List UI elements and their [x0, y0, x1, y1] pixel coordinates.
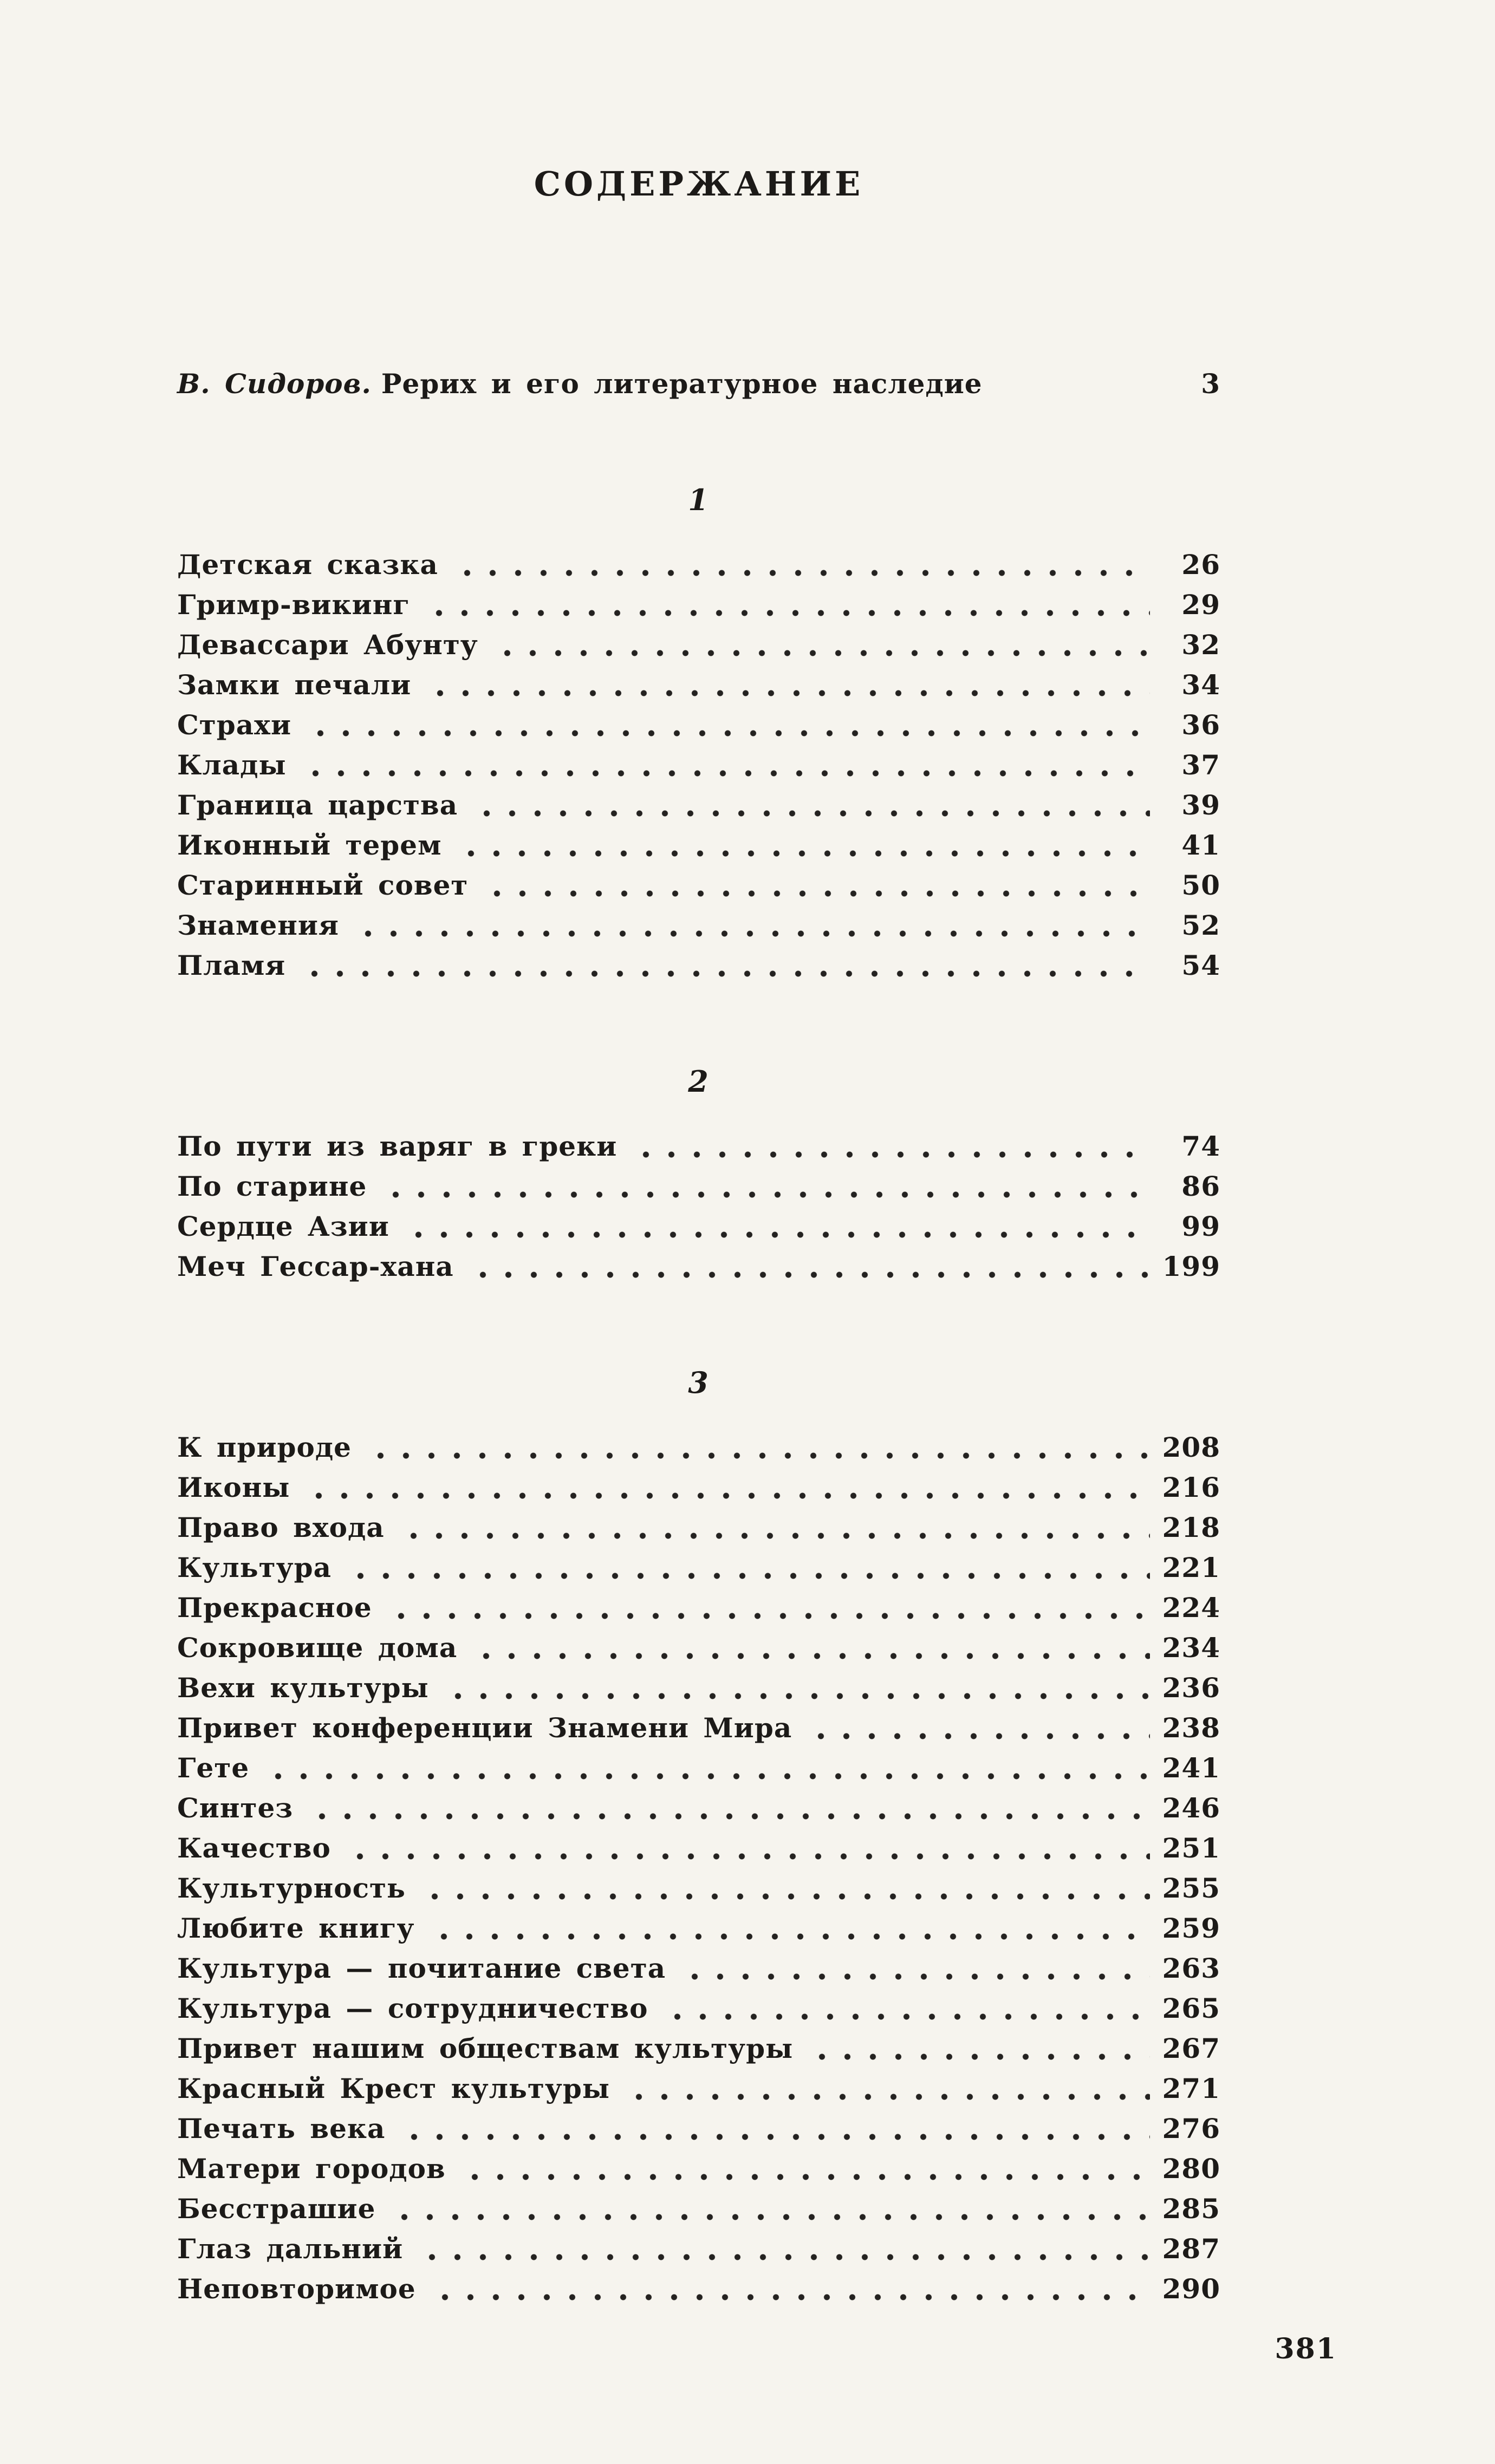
entry-page-number: 263	[1162, 1952, 1220, 1984]
entry-title: По пути из варяг в греки	[177, 1130, 618, 1162]
leader-dots	[431, 1908, 1150, 1948]
entry-title: Неповторимое	[177, 2273, 416, 2305]
leader-dots	[462, 2149, 1150, 2189]
entry-title: Глаз дальний	[177, 2233, 404, 2265]
leader-dots	[406, 1207, 1150, 1247]
entry-page-number: 26	[1181, 549, 1220, 581]
leader-dots	[401, 2109, 1150, 2149]
leader-dots	[388, 1588, 1150, 1628]
toc-entry	[177, 1948, 1220, 1989]
entry-page-number: 54	[1181, 949, 1220, 981]
toc-entry	[177, 2109, 1220, 2149]
leader-dots	[484, 865, 1150, 905]
toc-entry	[177, 705, 1220, 745]
entry-title: Страхи	[177, 709, 292, 741]
leader-dots	[348, 1548, 1150, 1588]
toc-entry	[177, 1788, 1220, 1828]
page-number: 381	[1275, 2332, 1337, 2365]
entry-page-number: 234	[1162, 1632, 1220, 1664]
entry-page-number: 276	[1162, 2113, 1220, 2144]
entry-page-number: 238	[1162, 1712, 1220, 1744]
entry-title: Сердце Азии	[177, 1210, 389, 1242]
entry-page-number: 221	[1162, 1552, 1220, 1583]
entry-page-number: 224	[1162, 1592, 1220, 1624]
entry-page-number: 287	[1162, 2233, 1220, 2265]
toc-entry	[177, 825, 1220, 865]
entry-page-number: 50	[1181, 869, 1220, 901]
entry-title: Девассари Абунту	[177, 629, 478, 661]
entry-page-number: 255	[1162, 1872, 1220, 1904]
entry-title: Культура — почитание света	[177, 1952, 666, 1984]
toc-entry	[177, 1247, 1220, 1287]
entry-page-number: 199	[1162, 1250, 1220, 1282]
entry-title: Любите книгу	[177, 1912, 415, 1944]
leader-dots	[427, 665, 1150, 705]
entry-title: Привет нашим обществам культуры	[177, 2032, 794, 2064]
leader-dots	[347, 1828, 1150, 1868]
leader-dots	[495, 625, 1150, 665]
entry-title: Сокровище дома	[177, 1632, 458, 1664]
intro-title: Рерих и его литературное наследие	[381, 368, 983, 400]
section-number: 3	[688, 1365, 710, 1400]
toc-entry	[177, 2269, 1220, 2309]
entry-page-number: 251	[1162, 1832, 1220, 1864]
leader-dots	[454, 545, 1150, 585]
entry-title: Замки печали	[177, 669, 412, 701]
toc-entry	[177, 665, 1220, 705]
leader-dots	[392, 2189, 1150, 2229]
leader-dots	[682, 1948, 1150, 1989]
entry-page-number: 34	[1181, 669, 1220, 701]
entry-page-number: 265	[1162, 1992, 1220, 2024]
entry-title: Гримр-викинг	[177, 589, 410, 621]
toc-entry	[177, 946, 1220, 986]
entry-title: Привет конференции Знамени Мира	[177, 1712, 792, 1744]
entry-title: По старине	[177, 1170, 367, 1202]
leader-dots	[808, 1708, 1150, 1748]
entry-title: Матери городов	[177, 2153, 446, 2185]
entry-title: Иконы	[177, 1471, 290, 1503]
entry-page-number: 99	[1181, 1210, 1220, 1242]
toc-sections	[177, 480, 1220, 2309]
entry-title: Культура — сотрудничество	[177, 1992, 648, 2024]
entry-title: Меч Гессар-хана	[177, 1250, 454, 1282]
toc-entry	[177, 2149, 1220, 2189]
section-number: 2	[688, 1064, 710, 1099]
entry-title: Иконный терем	[177, 829, 442, 861]
entry-title: Право входа	[177, 1511, 385, 1543]
entry-title: Пламя	[177, 949, 286, 981]
toc-entry	[177, 1126, 1220, 1166]
leader-dots	[302, 946, 1150, 986]
entry-title: Вехи культуры	[177, 1672, 429, 1704]
toc-section	[177, 480, 1220, 986]
entry-page-number: 236	[1162, 1672, 1220, 1704]
toc-entry	[177, 865, 1220, 905]
entry-title: Детская сказка	[177, 549, 438, 581]
toc-entry	[177, 1668, 1220, 1708]
entry-page-number: 29	[1181, 589, 1220, 621]
toc-entry	[177, 745, 1220, 785]
leader-dots	[474, 785, 1150, 825]
entry-page-number: 32	[1181, 629, 1220, 661]
entry-page-number: 74	[1181, 1130, 1220, 1162]
entry-title: Прекрасное	[177, 1592, 372, 1624]
intro-entry	[177, 364, 1220, 404]
toc-section	[177, 1061, 1220, 1287]
entry-page-number: 39	[1181, 789, 1220, 821]
toc-entry	[177, 1708, 1220, 1748]
entry-title: Знамения	[177, 909, 339, 941]
toc-entry	[177, 1207, 1220, 1247]
leader-dots	[355, 905, 1150, 946]
toc-entry	[177, 1828, 1220, 1868]
entry-page-number: 41	[1181, 829, 1220, 861]
toc-entry	[177, 2069, 1220, 2109]
entry-title: К природе	[177, 1431, 352, 1463]
section-number: 1	[688, 483, 710, 517]
entry-page-number: 280	[1162, 2153, 1220, 2185]
leader-dots	[303, 745, 1150, 785]
entry-title: Культурность	[177, 1872, 406, 1904]
entry-page-number: 290	[1162, 2273, 1220, 2305]
intro-page-number: 3	[1201, 368, 1220, 400]
entry-title: Старинный совет	[177, 869, 469, 901]
entry-title: Клады	[177, 749, 287, 781]
toc-section	[177, 1363, 1220, 2309]
toc-entry	[177, 585, 1220, 625]
leader-dots	[633, 1126, 1150, 1166]
leader-dots	[422, 1868, 1150, 1908]
toc-entry	[177, 545, 1220, 585]
toc-entry	[177, 625, 1220, 665]
leader-dots	[665, 1989, 1150, 2029]
toc-entry	[177, 905, 1220, 946]
entry-page-number: 52	[1181, 909, 1220, 941]
entry-title: Качество	[177, 1832, 331, 1864]
leader-dots	[419, 2229, 1150, 2269]
leader-dots	[265, 1748, 1150, 1788]
entry-page-number: 267	[1162, 2032, 1220, 2064]
entry-page-number: 271	[1162, 2072, 1220, 2104]
leader-dots	[470, 1247, 1150, 1287]
toc-entry	[177, 1166, 1220, 1207]
toc-entry	[177, 1628, 1220, 1668]
toc-entry	[177, 2189, 1220, 2229]
leader-dots	[308, 705, 1150, 745]
toc-entry	[177, 785, 1220, 825]
entry-title: Печать века	[177, 2113, 386, 2144]
entry-page-number: 37	[1181, 749, 1220, 781]
entry-page-number: 208	[1162, 1431, 1220, 1463]
toc-entry	[177, 1989, 1220, 2029]
toc-entry	[177, 1748, 1220, 1788]
entry-title: Бесстрашие	[177, 2193, 376, 2225]
leader-dots	[426, 585, 1150, 625]
toc-content	[177, 162, 1220, 2309]
toc-entry	[177, 1868, 1220, 1908]
entry-page-number: 246	[1162, 1792, 1220, 1824]
entry-page-number: 36	[1181, 709, 1220, 741]
entry-page-number: 241	[1162, 1752, 1220, 1784]
entry-page-number: 218	[1162, 1511, 1220, 1543]
leader-dots	[306, 1468, 1150, 1508]
entry-title: Граница царства	[177, 789, 458, 821]
entry-title: Гете	[177, 1752, 250, 1784]
toc-entry	[177, 2029, 1220, 2069]
leader-dots	[401, 1508, 1150, 1548]
leader-dots	[309, 1788, 1150, 1828]
leader-dots	[473, 1628, 1150, 1668]
entry-title: Синтез	[177, 1792, 294, 1824]
entry-page-number: 285	[1162, 2193, 1220, 2225]
toc-entry	[177, 1468, 1220, 1508]
entry-page-number: 216	[1162, 1471, 1220, 1503]
leader-dots	[432, 2269, 1150, 2309]
entry-page-number: 86	[1181, 1170, 1220, 1202]
entry-page-number: 259	[1162, 1912, 1220, 1944]
leader-dots	[809, 2029, 1150, 2069]
leader-dots	[383, 1166, 1150, 1207]
toc-entry	[177, 1508, 1220, 1548]
toc-entry	[177, 1427, 1220, 1468]
entry-title: Красный Крест культуры	[177, 2072, 610, 2104]
leader-dots	[368, 1427, 1150, 1468]
leader-dots	[458, 825, 1150, 865]
leader-dots	[445, 1668, 1150, 1708]
toc-entry	[177, 1548, 1220, 1588]
leader-dots	[626, 2069, 1150, 2109]
intro-author: В. Сидоров.	[177, 368, 372, 400]
toc-entry	[177, 1908, 1220, 1948]
toc-entry	[177, 2229, 1220, 2269]
page-title: СОДЕРЖАНИЕ	[534, 164, 864, 204]
toc-entry	[177, 1588, 1220, 1628]
entry-title: Культура	[177, 1552, 332, 1583]
